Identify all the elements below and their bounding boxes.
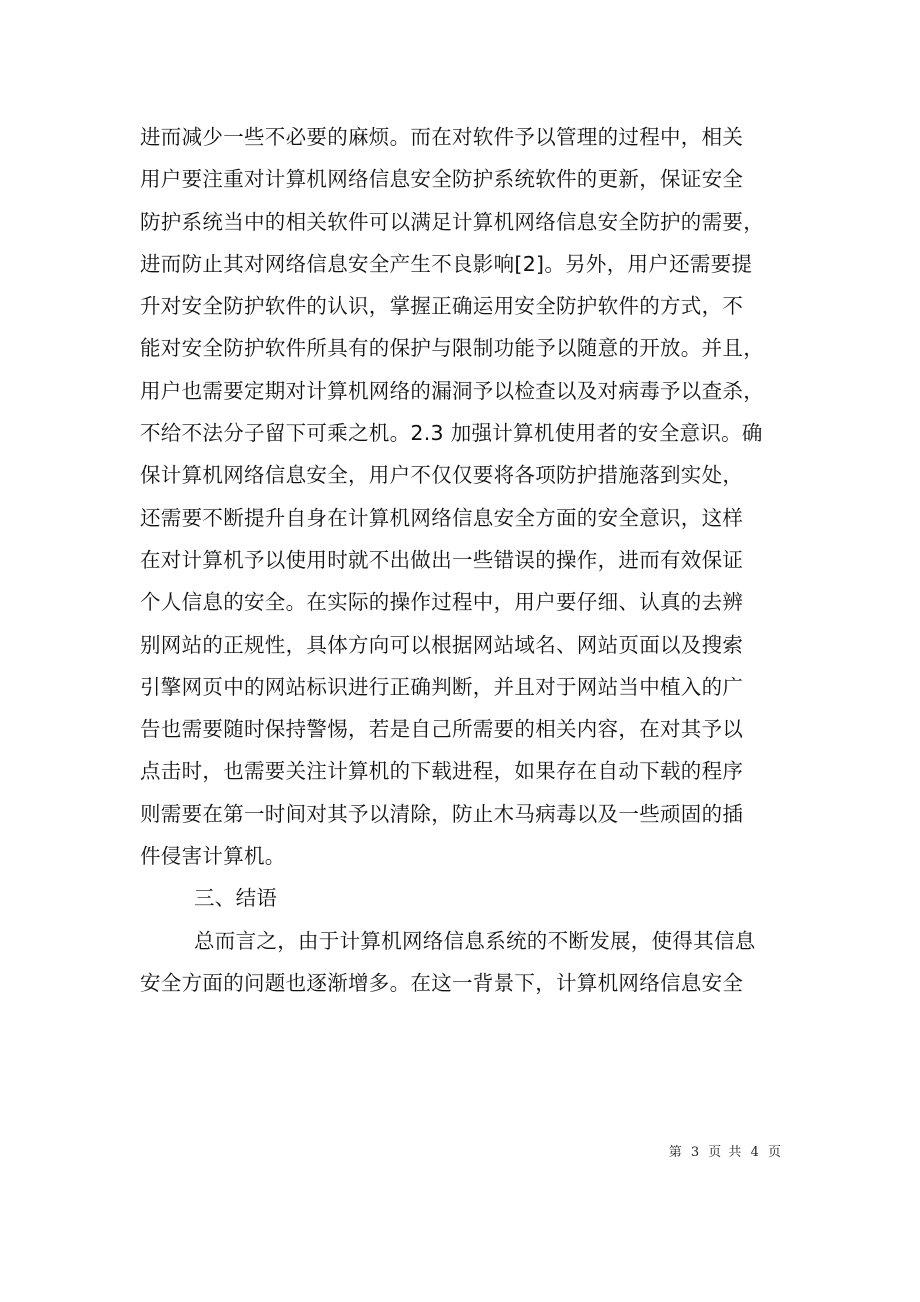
text-line: 则需要在第一时间对其予以清除，防止木马病毒以及一些顽固的插 [140,801,744,826]
text-line: 引擎网页中的网站标识进行正确判断，并且对于网站当中植入的广 [140,674,744,699]
text-line: 在对计算机予以使用时就不出做出一些错误的操作，进而有效保证 [140,547,744,572]
text-line: 告也需要随时保持警惕，若是自己所需要的相关内容，在对其予以 [140,717,744,742]
text-line: 保计算机网络信息安全，用户不仅仅要将各项防护措施落到实处， [140,463,744,488]
section-heading: 三、结语 [194,886,278,911]
footer-prefix: 第 [668,1145,682,1160]
text-line: 件侵害计算机。 [140,844,286,869]
text-line: 还需要不断提升自身在计算机网络信息安全方面的安全意识，这样 [140,505,744,530]
text-line: 别网站的正规性，具体方向可以根据网站域名、网站页面以及搜索 [140,632,744,657]
text-line: 用户要注重对计算机网络信息安全防护系统软件的更新，保证安全 [140,167,744,192]
text-line: 安全方面的问题也逐渐增多。在这一背景下，计算机网络信息安全 [140,970,744,995]
text-line: 不给不法分子留下可乘之机。2.3 加强计算机使用者的安全意识。确 [140,421,763,446]
text-line: 防护系统当中的相关软件可以满足计算机网络信息安全防护的需要， [140,209,764,234]
paragraph-continued [140,116,790,877]
text-line: 升对安全防护软件的认识，掌握正确运用安全防护软件的方式，不 [140,294,744,319]
text-line: 总而言之，由于计算机网络信息系统的不断发展，使得其信息 [194,928,756,953]
paragraph-conclusion [140,920,790,1005]
body-text [140,116,790,1004]
text-line: 能对安全防护软件所具有的保护与限制功能予以随意的开放。并且， [140,336,764,361]
text-line: 进而减少一些不必要的麻烦。而在对软件予以管理的过程中，相关 [140,125,744,149]
footer-suffix: 页 [767,1145,781,1160]
footer-middle: 页 共 [708,1145,742,1160]
text-line: 个人信息的安全。在实际的操作过程中，用户要仔细、认真的去辨 [140,590,744,615]
text-line: 进而防止其对网络信息安全产生不良影响[2]。另外，用户还需要提 [140,251,753,276]
page-footer [0,1141,781,1160]
text-line: 用户也需要定期对计算机网络的漏洞予以检查以及对病毒予以查杀， [140,378,764,403]
footer-current-page: 3 [690,1145,700,1160]
footer-total-pages: 4 [750,1145,759,1160]
text-line: 点击时，也需要关注计算机的下载进程，如果存在自动下载的程序 [140,759,744,784]
